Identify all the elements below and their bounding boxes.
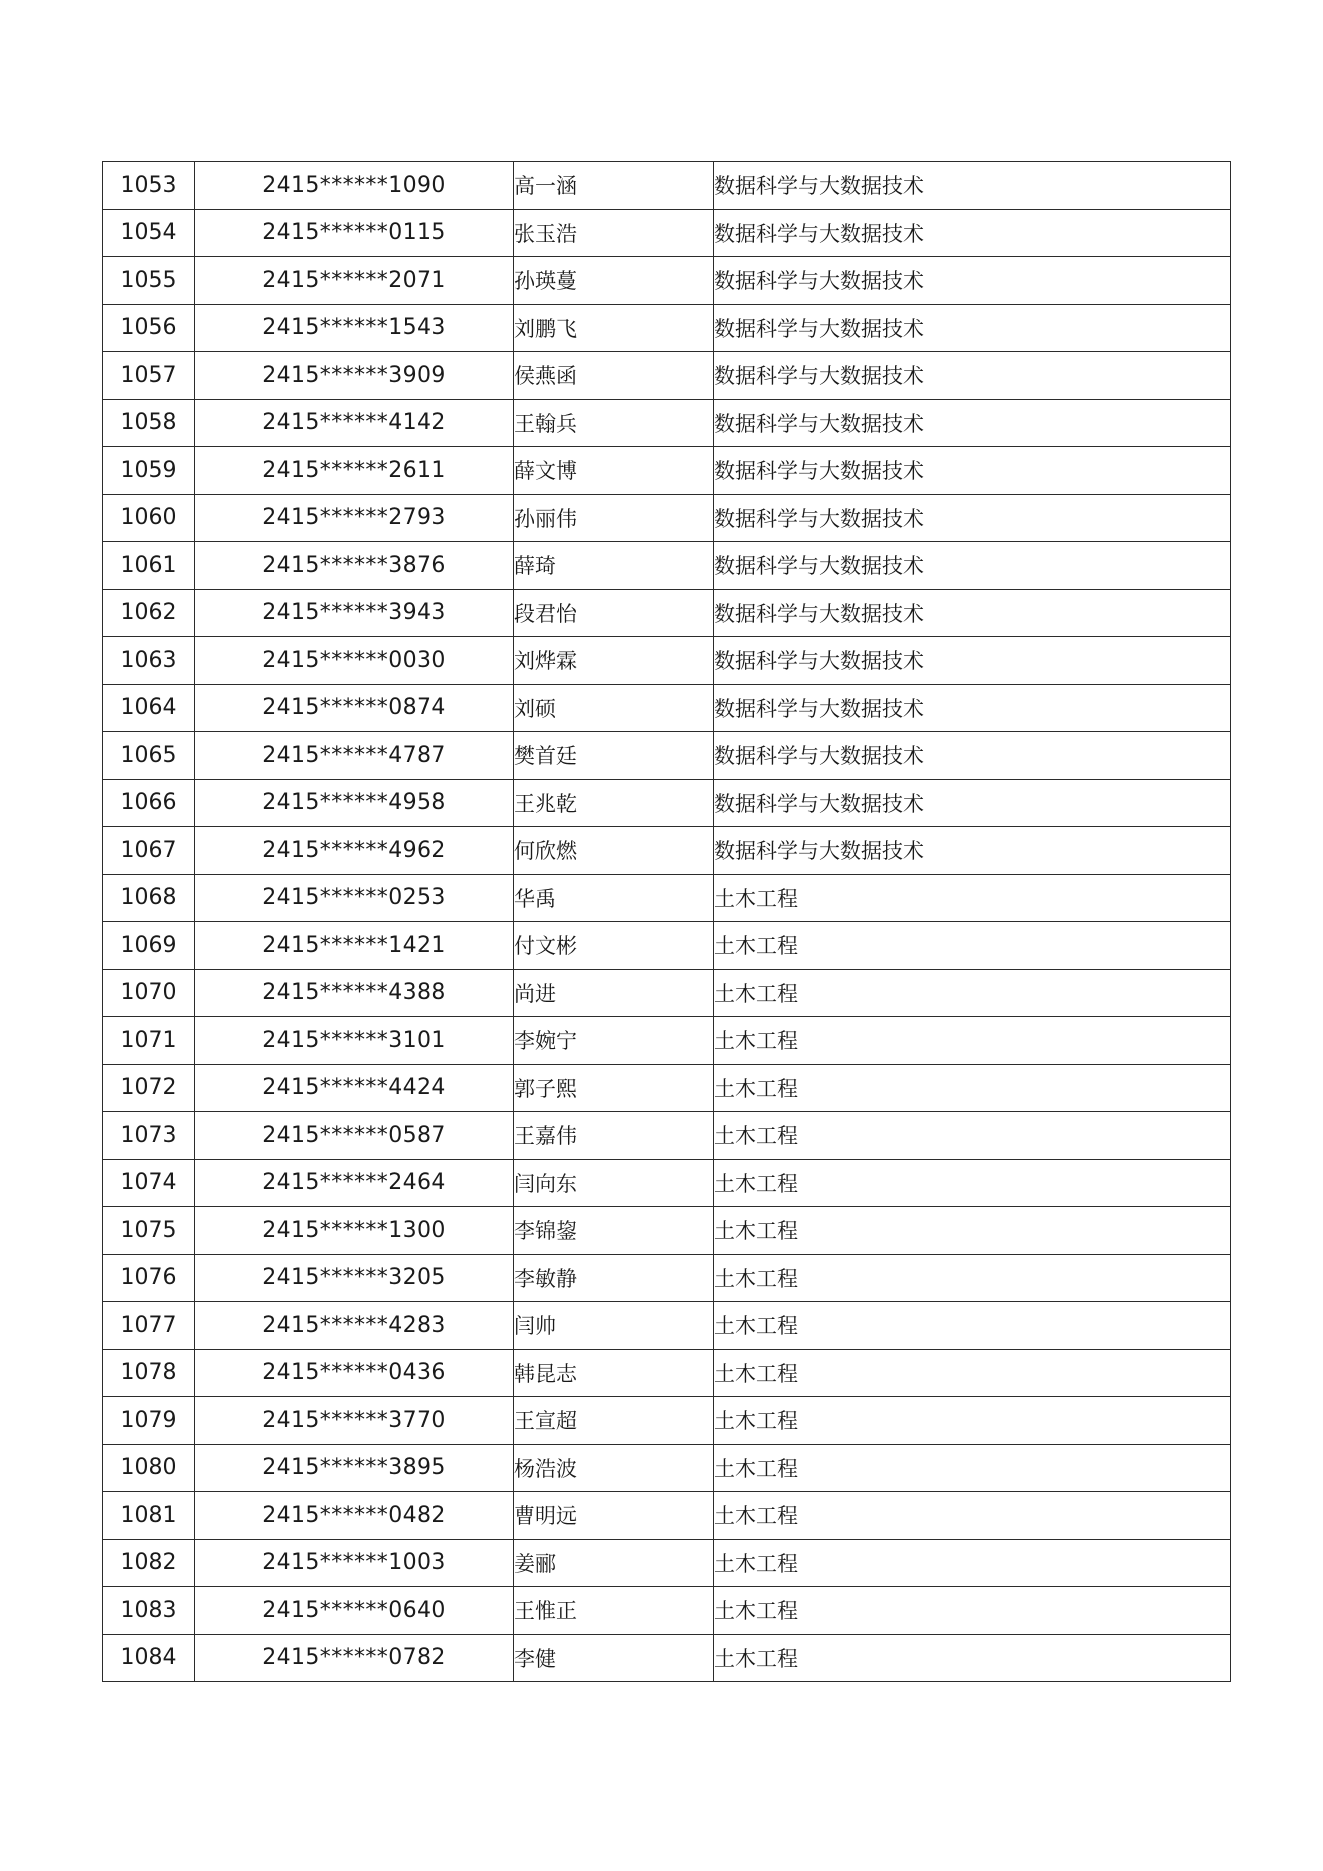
student-table-body [103,162,1231,1682]
major-cell: 数据科学与大数据技术 [714,447,1231,495]
major-cell: 土木工程 [714,969,1231,1017]
student-id-cell: 2415******0482 [195,1492,514,1540]
row-number-cell: 1077 [103,1302,195,1350]
student-id-cell: 2415******3943 [195,589,514,637]
student-name-cell: 段君怡 [514,589,714,637]
student-name-cell: 付文彬 [514,922,714,970]
student-id-cell: 2415******1543 [195,304,514,352]
row-number-cell: 1071 [103,1017,195,1065]
student-id-cell: 2415******3205 [195,1254,514,1302]
student-id-cell: 2415******4787 [195,732,514,780]
row-number-cell: 1055 [103,257,195,305]
row-number-cell: 1078 [103,1349,195,1397]
row-number-cell: 1080 [103,1444,195,1492]
major-cell: 数据科学与大数据技术 [714,542,1231,590]
row-number-cell: 1061 [103,542,195,590]
major-cell: 土木工程 [714,1064,1231,1112]
major-cell: 数据科学与大数据技术 [714,162,1231,210]
student-name-cell: 姜郦 [514,1539,714,1587]
major-cell: 数据科学与大数据技术 [714,732,1231,780]
student-table [102,161,1231,1682]
student-id-cell: 2415******4424 [195,1064,514,1112]
row-number-cell: 1062 [103,589,195,637]
table-row [103,1444,1231,1492]
student-name-cell: 高一涵 [514,162,714,210]
table-row [103,922,1231,970]
table-row [103,209,1231,257]
table-row [103,684,1231,732]
student-id-cell: 2415******0640 [195,1587,514,1635]
table-row [103,732,1231,780]
table-row [103,1349,1231,1397]
major-cell: 数据科学与大数据技术 [714,589,1231,637]
student-id-cell: 2415******0587 [195,1112,514,1160]
table-row [103,494,1231,542]
student-id-cell: 2415******4958 [195,779,514,827]
student-id-cell: 2415******1090 [195,162,514,210]
major-cell: 数据科学与大数据技术 [714,637,1231,685]
student-name-cell: 孙瑛蔓 [514,257,714,305]
student-name-cell: 王兆乾 [514,779,714,827]
table-row [103,542,1231,590]
row-number-cell: 1066 [103,779,195,827]
row-number-cell: 1054 [103,209,195,257]
table-row [103,637,1231,685]
student-id-cell: 2415******1300 [195,1207,514,1255]
major-cell: 土木工程 [714,1634,1231,1682]
major-cell: 土木工程 [714,1587,1231,1635]
table-row [103,1587,1231,1635]
row-number-cell: 1079 [103,1397,195,1445]
student-name-cell: 王翰兵 [514,399,714,447]
major-cell: 数据科学与大数据技术 [714,684,1231,732]
row-number-cell: 1059 [103,447,195,495]
student-id-cell: 2415******0874 [195,684,514,732]
row-number-cell: 1073 [103,1112,195,1160]
student-name-cell: 曹明远 [514,1492,714,1540]
student-id-cell: 2415******2464 [195,1159,514,1207]
table-row [103,589,1231,637]
student-name-cell: 李健 [514,1634,714,1682]
student-name-cell: 郭子熙 [514,1064,714,1112]
row-number-cell: 1063 [103,637,195,685]
row-number-cell: 1067 [103,827,195,875]
major-cell: 土木工程 [714,1207,1231,1255]
student-id-cell: 2415******1421 [195,922,514,970]
student-id-cell: 2415******3909 [195,352,514,400]
student-id-cell: 2415******4283 [195,1302,514,1350]
student-id-cell: 2415******4388 [195,969,514,1017]
student-id-cell: 2415******2793 [195,494,514,542]
table-row [103,352,1231,400]
row-number-cell: 1074 [103,1159,195,1207]
major-cell: 土木工程 [714,1444,1231,1492]
major-cell: 土木工程 [714,874,1231,922]
student-name-cell: 刘鹏飞 [514,304,714,352]
table-row [103,399,1231,447]
major-cell: 数据科学与大数据技术 [714,827,1231,875]
table-row [103,827,1231,875]
student-name-cell: 何欣燃 [514,827,714,875]
major-cell: 数据科学与大数据技术 [714,209,1231,257]
major-cell: 土木工程 [714,1539,1231,1587]
major-cell: 数据科学与大数据技术 [714,352,1231,400]
table-row [103,1064,1231,1112]
table-row [103,1017,1231,1065]
major-cell: 土木工程 [714,1397,1231,1445]
row-number-cell: 1069 [103,922,195,970]
student-name-cell: 王嘉伟 [514,1112,714,1160]
student-id-cell: 2415******0782 [195,1634,514,1682]
student-name-cell: 韩昆志 [514,1349,714,1397]
student-id-cell: 2415******3895 [195,1444,514,1492]
student-name-cell: 尚进 [514,969,714,1017]
student-id-cell: 2415******2071 [195,257,514,305]
table-row [103,874,1231,922]
table-row [103,1397,1231,1445]
student-name-cell: 刘硕 [514,684,714,732]
table-row [103,304,1231,352]
student-name-cell: 张玉浩 [514,209,714,257]
row-number-cell: 1083 [103,1587,195,1635]
row-number-cell: 1068 [103,874,195,922]
major-cell: 土木工程 [714,1302,1231,1350]
row-number-cell: 1056 [103,304,195,352]
student-id-cell: 2415******0030 [195,637,514,685]
student-name-cell: 李锦鋆 [514,1207,714,1255]
student-name-cell: 薛文博 [514,447,714,495]
student-id-cell: 2415******0253 [195,874,514,922]
row-number-cell: 1075 [103,1207,195,1255]
row-number-cell: 1081 [103,1492,195,1540]
major-cell: 数据科学与大数据技术 [714,257,1231,305]
table-row [103,257,1231,305]
major-cell: 土木工程 [714,1112,1231,1160]
table-row [103,1159,1231,1207]
student-id-cell: 2415******4142 [195,399,514,447]
student-name-cell: 杨浩波 [514,1444,714,1492]
row-number-cell: 1070 [103,969,195,1017]
student-name-cell: 孙丽伟 [514,494,714,542]
row-number-cell: 1064 [103,684,195,732]
student-name-cell: 薛琦 [514,542,714,590]
student-name-cell: 王宣超 [514,1397,714,1445]
row-number-cell: 1084 [103,1634,195,1682]
table-row [103,779,1231,827]
table-row [103,1112,1231,1160]
student-id-cell: 2415******3101 [195,1017,514,1065]
student-id-cell: 2415******1003 [195,1539,514,1587]
major-cell: 土木工程 [714,1254,1231,1302]
row-number-cell: 1057 [103,352,195,400]
student-name-cell: 闫帅 [514,1302,714,1350]
major-cell: 土木工程 [714,1349,1231,1397]
student-id-cell: 2415******0436 [195,1349,514,1397]
major-cell: 土木工程 [714,922,1231,970]
student-id-cell: 2415******2611 [195,447,514,495]
row-number-cell: 1076 [103,1254,195,1302]
major-cell: 数据科学与大数据技术 [714,399,1231,447]
row-number-cell: 1082 [103,1539,195,1587]
table-row [103,1207,1231,1255]
major-cell: 数据科学与大数据技术 [714,304,1231,352]
major-cell: 土木工程 [714,1492,1231,1540]
table-row [103,447,1231,495]
row-number-cell: 1053 [103,162,195,210]
major-cell: 土木工程 [714,1017,1231,1065]
table-row [103,162,1231,210]
student-name-cell: 刘烨霖 [514,637,714,685]
student-id-cell: 2415******3770 [195,1397,514,1445]
row-number-cell: 1072 [103,1064,195,1112]
row-number-cell: 1060 [103,494,195,542]
student-name-cell: 侯燕函 [514,352,714,400]
table-row [103,969,1231,1017]
table-row [103,1634,1231,1682]
table-row [103,1302,1231,1350]
table-row [103,1492,1231,1540]
student-id-cell: 2415******3876 [195,542,514,590]
student-name-cell: 王惟正 [514,1587,714,1635]
student-id-cell: 2415******0115 [195,209,514,257]
major-cell: 数据科学与大数据技术 [714,494,1231,542]
table-row [103,1539,1231,1587]
row-number-cell: 1058 [103,399,195,447]
student-name-cell: 樊首廷 [514,732,714,780]
row-number-cell: 1065 [103,732,195,780]
table-row [103,1254,1231,1302]
student-id-cell: 2415******4962 [195,827,514,875]
student-name-cell: 李敏静 [514,1254,714,1302]
major-cell: 土木工程 [714,1159,1231,1207]
student-name-cell: 李婉宁 [514,1017,714,1065]
student-name-cell: 闫向东 [514,1159,714,1207]
major-cell: 数据科学与大数据技术 [714,779,1231,827]
student-name-cell: 华禹 [514,874,714,922]
